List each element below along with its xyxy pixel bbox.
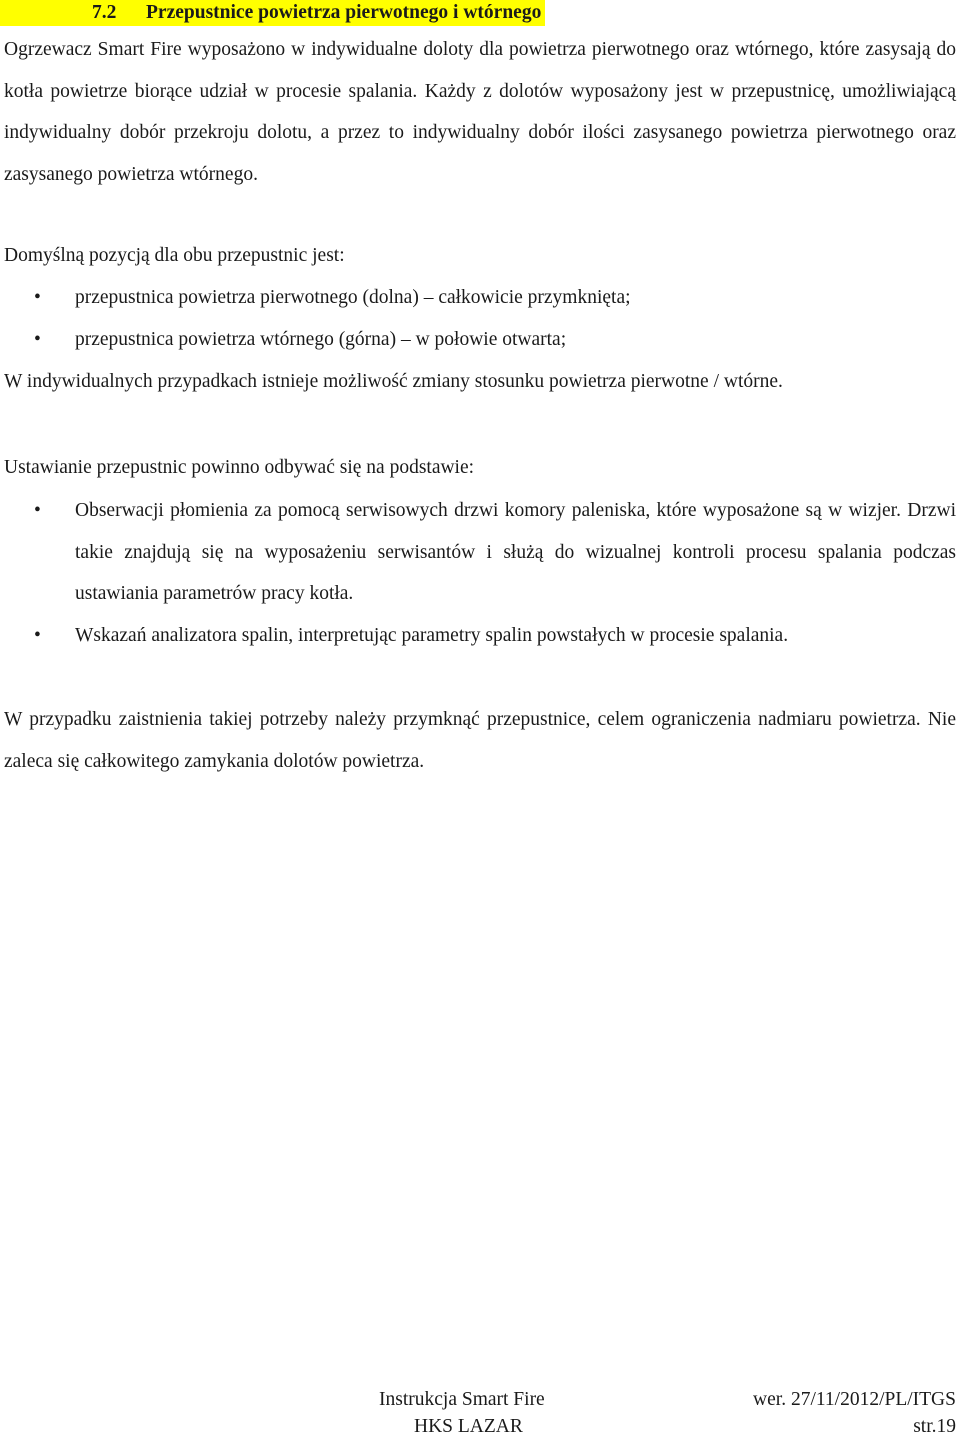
bullet-icon: • (34, 625, 41, 646)
footer-version: wer. 27/11/2012/PL/ITGS (753, 1389, 956, 1410)
paragraph-recommendation: W przypadku zaistnienia takiej potrzeby należy przymknąć przepustnice, celem ograniczenia nadmiaru powietrza. Nie zaleca się całkowitego zamykania dolotów powietrza. (4, 709, 956, 772)
list-item (4, 615, 956, 657)
paragraph-intro: Ogrzewacz Smart Fire wyposażono w indywidualne doloty dla powietrza pierwotnego oraz wtórnego, które zasysają do kotła powietrze biorące udział w procesie spalania. Każdy z dolotów wyposażony jest w przepustnicę, umożliwiającą indywidualny dobór przekroju dolotu, a przez to indywidualny dobór ilości zasysanego powietrza pierwotnego oraz zasysanego powietrza wtórnego. (4, 39, 956, 185)
paragraph-basis-intro: Ustawianie przepustnic powinno odbywać się na podstawie: (4, 457, 475, 478)
footer-page-number: str.19 (913, 1416, 956, 1437)
footer-company: HKS LAZAR (414, 1416, 523, 1437)
bullet-icon: • (34, 287, 41, 308)
bullet-icon: • (34, 500, 41, 521)
footer-doc-title: Instrukcja Smart Fire (379, 1389, 545, 1410)
list-item-text: przepustnica powietrza wtórnego (górna) – w połowie otwarta; (75, 329, 567, 350)
paragraph-defaults-intro: Domyślną pozycją dla obu przepustnic jest: (4, 245, 345, 266)
bullet-icon: • (34, 329, 41, 350)
list-item (4, 277, 956, 319)
list-item (4, 490, 956, 615)
section-title: Przepustnice powietrza pierwotnego i wtórnego (146, 2, 542, 23)
section-number: 7.2 (92, 2, 117, 23)
list-item-text: Wskazań analizatora spalin, interpretując parametry spalin powstałych w procesie spalania. (75, 625, 789, 646)
section-heading (0, 0, 545, 26)
list-item-text: Obserwacji płomienia za pomocą serwisowych drzwi komory paleniska, które wyposażone są w wizjer. Drzwi takie znajdują się na wyposażeniu serwisantów i służą do wizualnej kontroli procesu spalania podczas ustawiania parametrów pracy kotła. (75, 500, 956, 604)
list-item (4, 319, 956, 361)
paragraph-individual-cases: W indywidualnych przypadkach istnieje możliwość zmiany stosunku powietrza pierwotne / wtórne. (4, 371, 783, 392)
list-item-text: przepustnica powietrza pierwotnego (dolna) – całkowicie przymknięta; (75, 287, 631, 308)
